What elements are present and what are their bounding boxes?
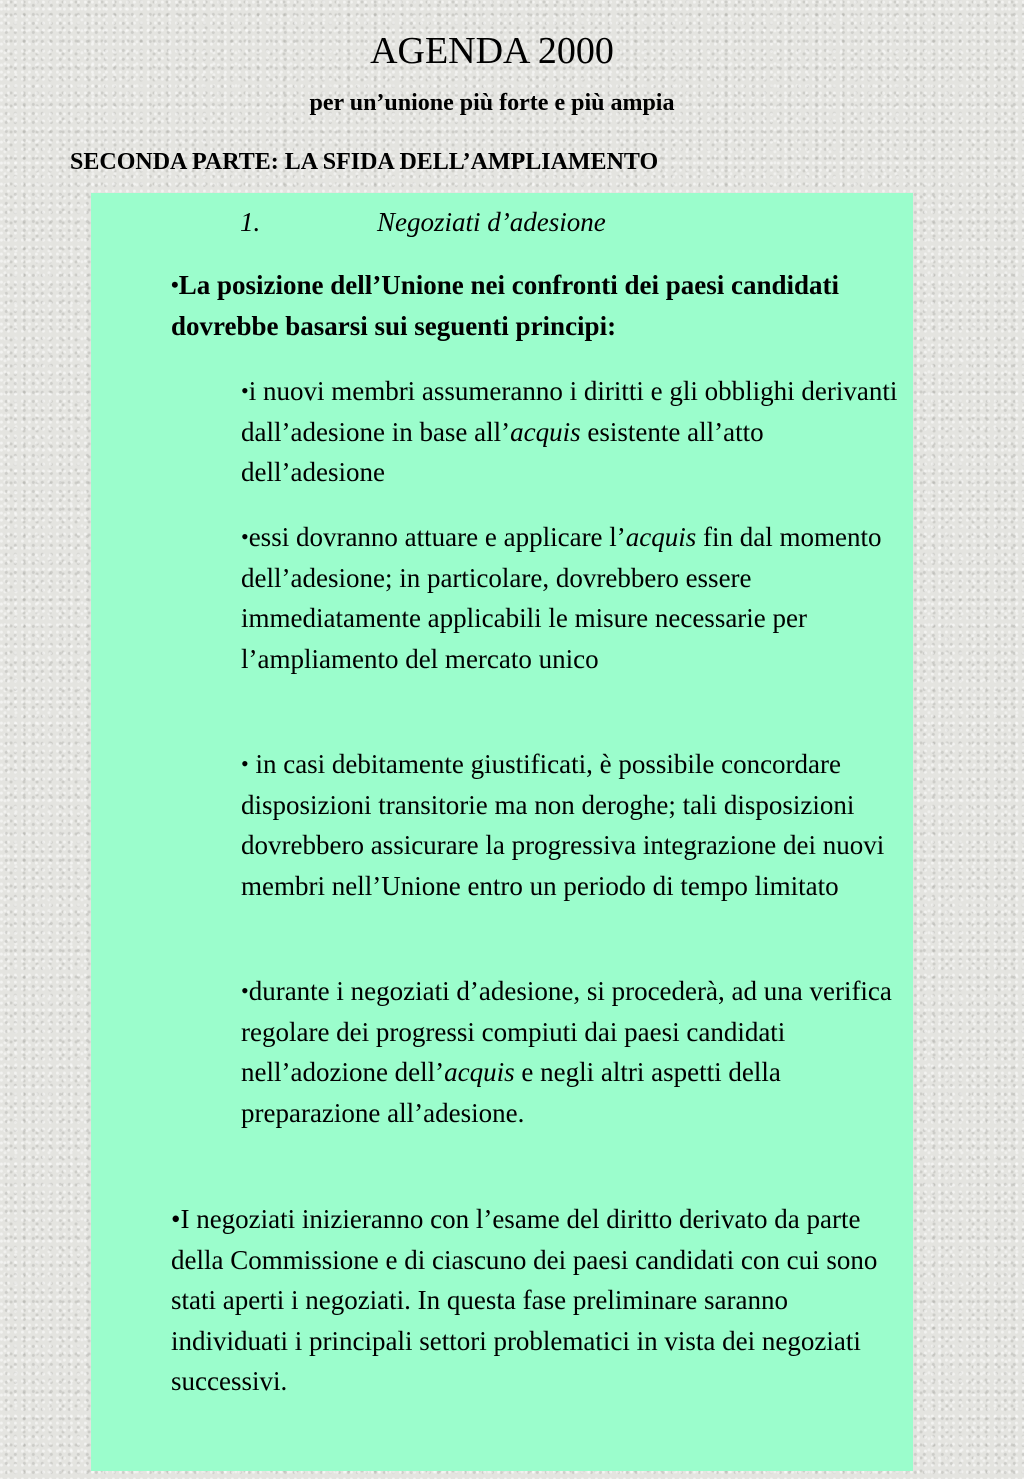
principle-text: esistente all’atto dell’adesione <box>241 416 764 487</box>
principle-text: e negli altri aspetti della preparazione all’adesione. <box>241 1057 781 1128</box>
principle-item-3 <box>241 744 906 906</box>
principle-text: fin dal momento dell’adesione; in particolare, dovrebbero essere immediatamente applicabili le misure necessarie per l’ampliamento del mercato unico <box>241 522 882 674</box>
intro-paragraph <box>171 265 901 346</box>
bullet-icon: • <box>241 524 249 549</box>
subsection-heading <box>240 205 606 239</box>
page-title: AGENDA 2000 <box>370 30 614 72</box>
principle-text: essi dovranno attuare e applicare l’ <box>248 522 626 552</box>
principle-item-1 <box>241 371 906 493</box>
bullet-icon: • <box>171 272 179 297</box>
closing-paragraph: •I negoziati inizieranno con l’esame del diritto derivato da parte della Commissione e di ciascuno dei paesi candidati con cui sono stati aperti i negoziati. In questa fase preliminare saranno individuati i principali settori problematici in vista dei negoziati successivi. <box>171 1204 878 1396</box>
section-title: SECONDA PARTE: LA SFIDA DELL’AMPLIAMENTO <box>70 149 659 175</box>
acquis-term: acquis <box>444 1057 515 1087</box>
principle-item-4 <box>241 971 906 1133</box>
principle-text: i nuovi membri assumeranno i diritti e gli obblighi derivanti dall’adesione in base all’ <box>241 376 898 447</box>
intro-text: La posizione dell’Unione nei confronti dei paesi candidati dovrebbe basarsi sui seguenti principi: <box>171 270 840 341</box>
principle-text: in casi debitamente giustificati, è possibile concordare disposizioni transitorie ma non deroghe; tali disposizioni dovrebbero assicurare la progressiva integrazione dei nuovi membri nell’Unione entro un periodo di tempo limitato <box>241 749 885 901</box>
principle-text: durante i negoziati d’adesione, si procederà, ad una verifica regolare dei progressi compiuti dai paesi candidati nell’adozione dell’ <box>241 976 892 1087</box>
acquis-term: acquis <box>625 522 697 552</box>
bullet-icon: • <box>241 978 249 1003</box>
page-subtitle: per un’unione più forte e più ampia <box>309 90 675 116</box>
principle-item-2 <box>241 517 906 679</box>
content-panel <box>91 193 913 1471</box>
bullet-icon: • <box>241 751 249 776</box>
subsection-title: Negoziati d’adesione <box>377 207 606 237</box>
acquis-term: acquis <box>510 416 581 447</box>
bullet-icon: • <box>241 378 249 403</box>
subsection-number: 1. <box>240 207 261 237</box>
